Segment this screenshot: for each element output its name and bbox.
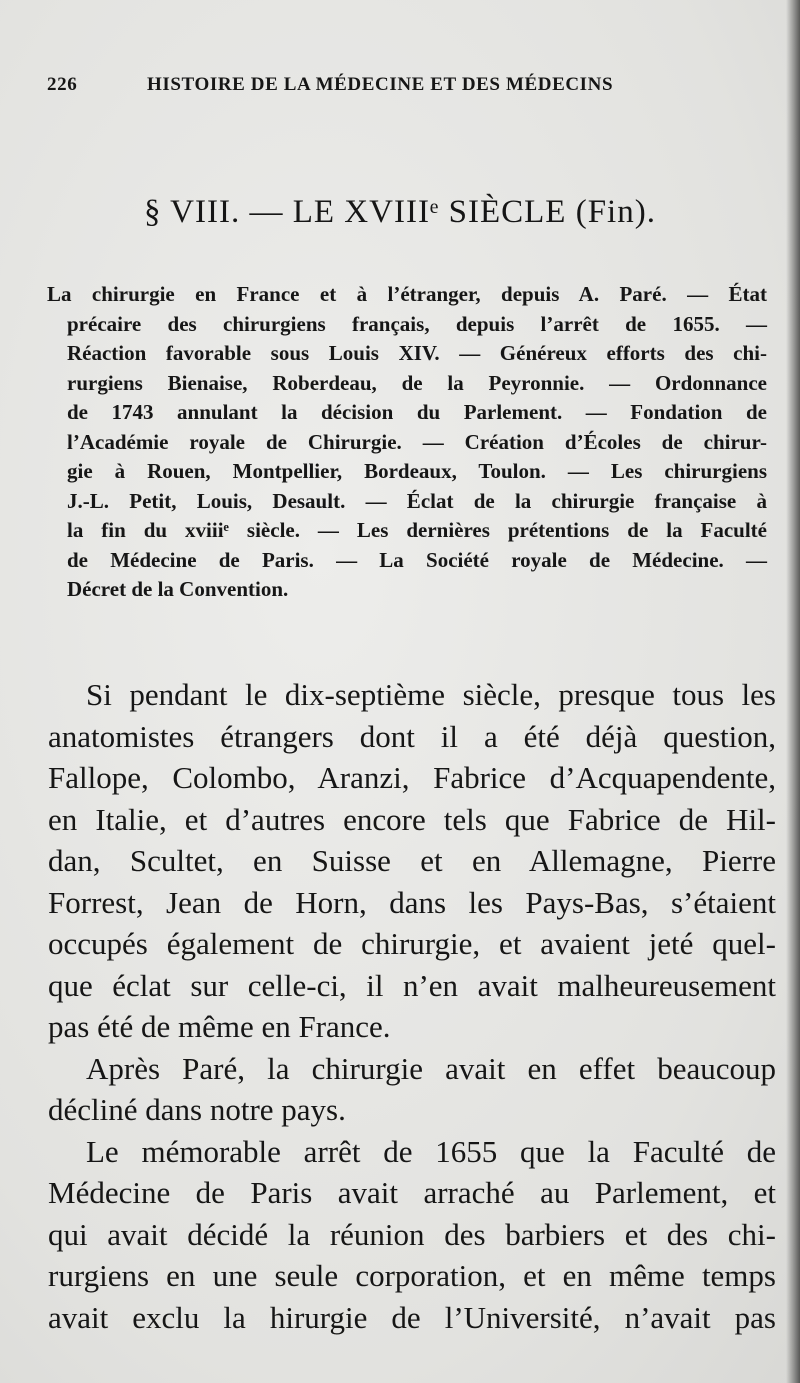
- body-text: [48, 674, 776, 1338]
- body-line: anatomistes étrangers dont il a été déjà question,: [48, 718, 776, 754]
- chapter-summary: [47, 280, 767, 605]
- body-line: que éclat sur celle-ci, il n’en avait malheureusement: [48, 967, 776, 1003]
- summary-line: rurgiens Bienaise, Roberdeau, de la Peyronnie. — Ordonnance: [67, 370, 767, 395]
- running-title: HISTOIRE DE LA MÉDECINE ET DES MÉDECINS: [147, 74, 614, 95]
- section-title: § VIII. — LE XVIIIᵉ SIÈCLE (Fin).: [144, 194, 656, 230]
- body-line: en Italie, et d’autres encore tels que Fabrice de Hil-: [48, 801, 776, 837]
- body-line: Après Paré, la chirurgie avait en effet beaucoup: [86, 1050, 776, 1086]
- summary-line: de Médecine de Paris. — La Société royale de Médecine. —: [67, 547, 767, 572]
- summary-line: Réaction favorable sous Louis XIV. — Généreux efforts des chi-: [67, 341, 767, 365]
- body-line: Fallope, Colombo, Aranzi, Fabrice d’Acquapendente,: [48, 760, 776, 795]
- summary-line: l’Académie royale de Chirurgie. — Création d’Écoles de chirur-: [67, 429, 767, 454]
- summary-line: gie à Rouen, Montpellier, Bordeaux, Toulon. — Les chirurgiens: [67, 459, 767, 483]
- page-number: 226: [47, 74, 78, 95]
- body-line: Forrest, Jean de Horn, dans les Pays-Bas, s’étaient: [48, 884, 776, 920]
- summary-line: la fin du xviiiᵉ siècle. — Les dernières prétentions de la Faculté: [67, 518, 767, 542]
- summary-line: J.-L. Petit, Louis, Desault. — Éclat de la chirurgie française à: [67, 488, 767, 513]
- summary-line: La chirurgie en France et à l’étranger, depuis A. Paré. — État: [47, 282, 767, 306]
- summary-line: Décret de la Convention.: [67, 577, 289, 601]
- body-line: Le mémorable arrêt de 1655 que la Faculté de: [86, 1133, 776, 1169]
- body-line: décliné dans notre pays.: [48, 1092, 346, 1127]
- body-line: dan, Scultet, en Suisse et en Allemagne, Pierre: [48, 843, 776, 878]
- body-line: Médecine de Paris avait arraché au Parlement, et: [48, 1175, 776, 1210]
- body-line: pas été de même en France.: [48, 1009, 391, 1044]
- summary-line: précaire des chirurgiens français, depuis l’arrêt de 1655. —: [67, 311, 767, 336]
- page-edge-shadow: [786, 0, 800, 1383]
- body-line: qui avait décidé la réunion des barbiers et des chi-: [48, 1216, 776, 1252]
- body-line: avait exclu la hirurgie de l’Université, n’avait pas: [48, 1299, 776, 1335]
- body-line: rurgiens en une seule corporation, et en même temps: [48, 1258, 776, 1293]
- body-line: occupés également de chirurgie, et avaient jeté quel-: [48, 926, 776, 961]
- summary-line: de 1743 annulant la décision du Parlement. — Fondation de: [67, 400, 767, 424]
- body-line: Si pendant le dix-septième siècle, presque tous les: [86, 677, 776, 712]
